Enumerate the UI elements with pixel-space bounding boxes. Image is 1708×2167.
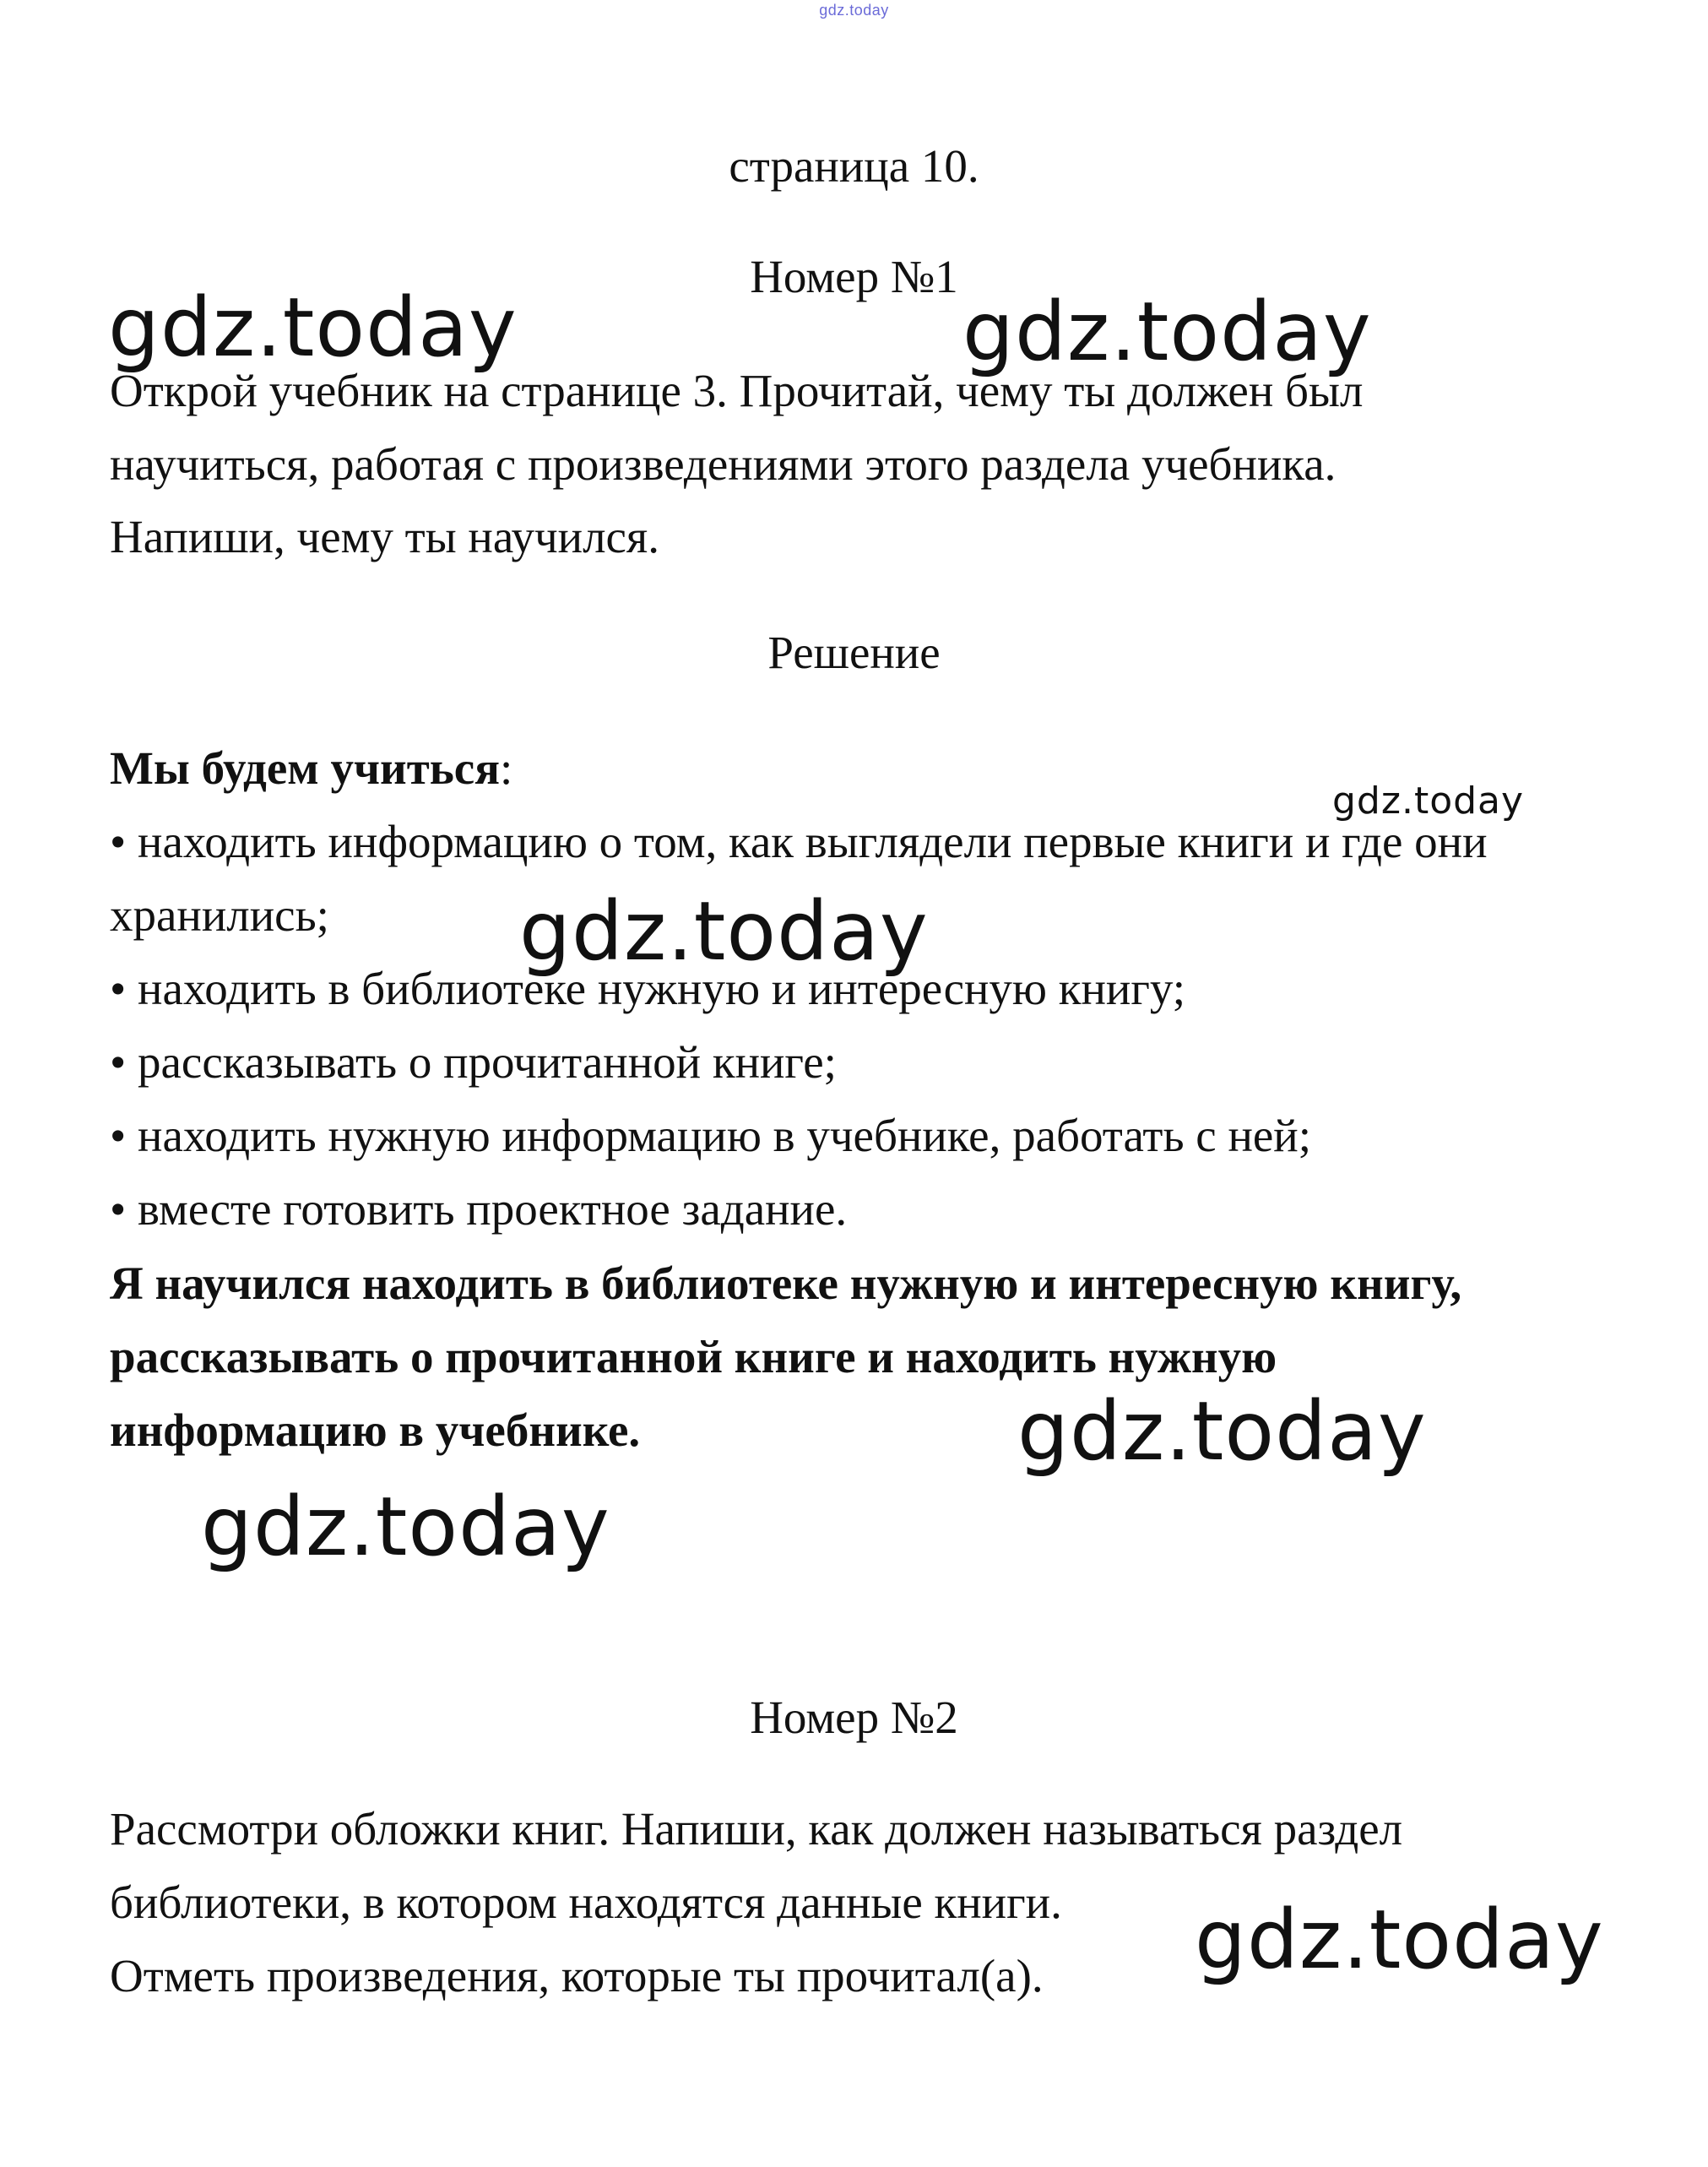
watermark: gdz.today — [108, 280, 518, 375]
task2-prompt-line-3: Отметь произведения, которые ты прочитал(а). — [110, 1950, 1044, 2001]
task1-answer-line-1: Я научился находить в библиотеке нужную и интересную книгу, — [110, 1257, 1462, 1309]
header-site-mark: gdz.today — [819, 2, 889, 19]
task1-bullet-1-cont: хранились; — [110, 889, 329, 941]
watermark: gdz.today — [1017, 1384, 1427, 1479]
task1-bullet-2: • находить в библиотеке нужную и интересную книгу; — [110, 963, 1185, 1014]
task1-intro-colon: : — [499, 742, 513, 794]
watermark: gdz.today — [201, 1480, 610, 1574]
task2-prompt-line-2: библиотеки, в котором находятся данные книги. — [110, 1876, 1062, 1928]
task1-prompt-line-1: Открой учебник на странице 3. Прочитай, чему ты должен был — [110, 365, 1364, 416]
page-heading: страница 10. — [729, 140, 979, 192]
task1-answer-line-3: информацию в учебнике. — [110, 1404, 641, 1456]
task1-intro-bold: Мы будем учиться — [110, 742, 500, 794]
task1-prompt-line-3: Напиши, чему ты научился. — [110, 511, 659, 562]
watermark: gdz.today — [962, 285, 1372, 379]
task1-answer-line-2: рассказывать о прочитанной книге и находить нужную — [110, 1331, 1277, 1382]
task1-bullet-4: • находить нужную информацию в учебнике, работать с ней; — [110, 1110, 1312, 1161]
task1-title: Номер №1 — [750, 251, 958, 302]
task1-intro — [110, 743, 512, 795]
task1-bullet-3: • рассказывать о прочитанной книге; — [110, 1036, 837, 1088]
task1-bullet-1: • находить информацию о том, как выглядели первые книги и где они — [110, 816, 1488, 867]
watermark: gdz.today — [1332, 779, 1525, 823]
task1-prompt-line-2: научиться, работая с произведениями этого раздела учебника. — [110, 438, 1337, 490]
watermark: gdz.today — [1195, 1893, 1604, 1987]
task2-title: Номер №2 — [750, 1692, 958, 1743]
watermark: gdz.today — [519, 884, 929, 979]
task2-prompt-line-1: Рассмотри обложки книг. Напиши, как должен называться раздел — [110, 1803, 1403, 1855]
task1-bullet-5: • вместе готовить проектное задание. — [110, 1183, 848, 1235]
task1-solution-label: Решение — [767, 627, 941, 678]
